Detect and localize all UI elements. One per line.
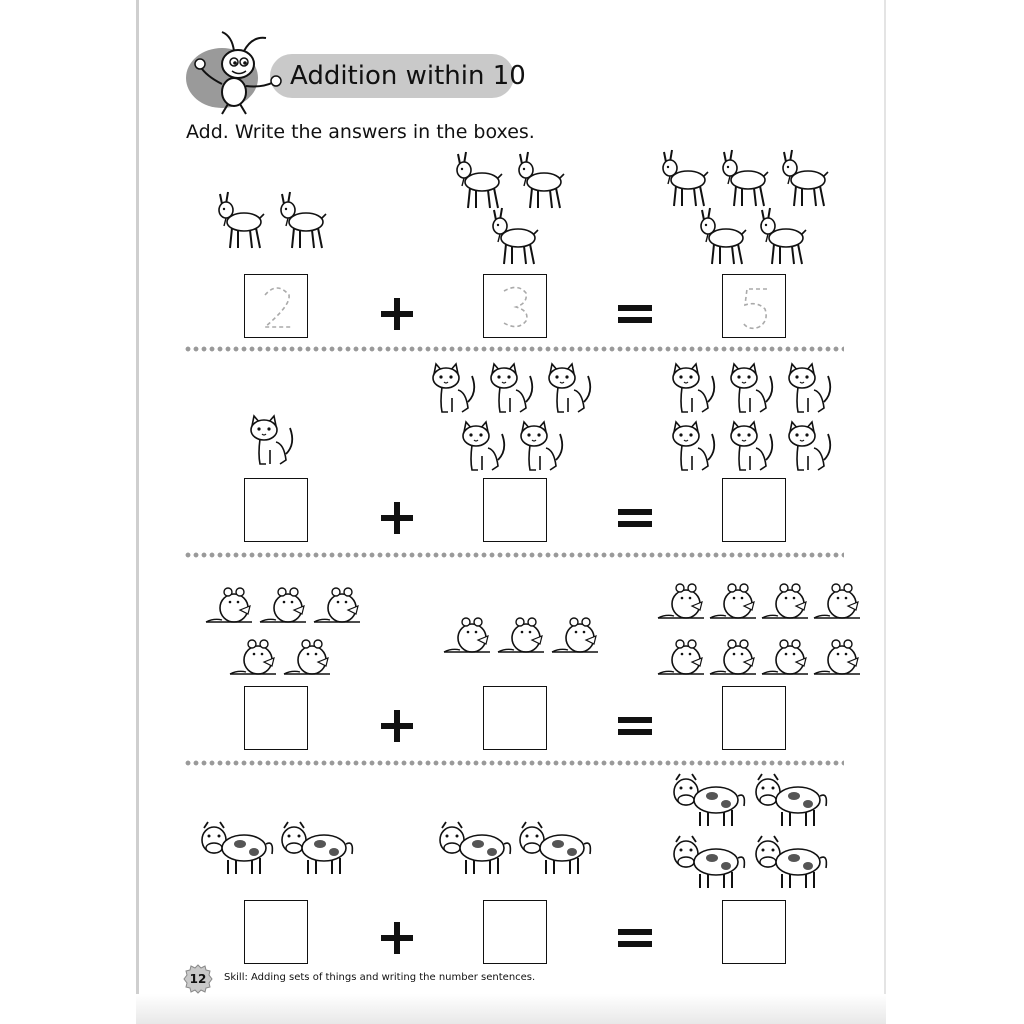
answer-box-2-addend1[interactable] — [244, 478, 308, 542]
traced-digit-2 — [245, 275, 309, 339]
traced-digit-3 — [484, 275, 548, 339]
dotted-divider — [184, 552, 844, 558]
page-edge-right — [884, 0, 886, 1024]
traced-digit-5 — [723, 275, 787, 339]
answer-box-2-addend2[interactable] — [483, 478, 547, 542]
plus-sign — [377, 706, 417, 746]
cow-icon — [670, 770, 748, 830]
page-edge-bottom — [136, 994, 886, 1024]
answer-box-3-addend1[interactable] — [244, 686, 308, 750]
dotted-divider — [184, 760, 844, 766]
cow-icon — [278, 818, 356, 878]
cat-icon — [246, 414, 298, 468]
cat-icon — [668, 420, 720, 474]
cat-icon — [544, 362, 596, 416]
goat-icon — [514, 148, 566, 212]
hamster-icon — [228, 634, 278, 678]
cat-icon — [486, 362, 538, 416]
hamster-icon — [708, 634, 758, 678]
cow-icon — [198, 818, 276, 878]
goat-icon — [696, 204, 748, 268]
answer-box-2-sum[interactable] — [722, 478, 786, 542]
cat-icon — [516, 420, 568, 474]
cat-icon — [458, 420, 510, 474]
hamster-icon — [312, 582, 362, 626]
cow-icon — [752, 770, 830, 830]
hamster-icon — [656, 578, 706, 622]
dotted-divider — [184, 346, 844, 352]
goat-icon — [658, 146, 710, 210]
equals-sign — [615, 294, 655, 334]
goat-icon — [756, 204, 808, 268]
answer-box-1-addend1[interactable] — [244, 274, 308, 338]
hamster-icon — [282, 634, 332, 678]
cow-icon — [436, 818, 514, 878]
plus-sign — [377, 918, 417, 958]
cat-icon — [668, 362, 720, 416]
answer-box-3-addend2[interactable] — [483, 686, 547, 750]
instruction-text: Add. Write the answers in the boxes. — [186, 121, 535, 143]
skill-caption: Skill: Adding sets of things and writing the number sentences. — [224, 972, 536, 983]
hamster-icon — [258, 582, 308, 626]
ant-mascot-icon — [182, 26, 286, 116]
goat-icon — [488, 204, 540, 268]
answer-box-1-sum[interactable] — [722, 274, 786, 338]
equals-sign — [615, 918, 655, 958]
hamster-icon — [204, 582, 254, 626]
page-edge-left — [136, 0, 139, 1024]
hamster-icon — [708, 578, 758, 622]
hamster-icon — [812, 634, 862, 678]
cat-icon — [726, 362, 778, 416]
cow-icon — [670, 832, 748, 892]
equals-sign — [615, 498, 655, 538]
cat-icon — [784, 362, 836, 416]
cow-icon — [516, 818, 594, 878]
answer-box-3-sum[interactable] — [722, 686, 786, 750]
cat-icon — [726, 420, 778, 474]
page-title: Addition within 10 — [290, 61, 526, 91]
cat-icon — [784, 420, 836, 474]
answer-box-4-addend2[interactable] — [483, 900, 547, 964]
page-number: 12 — [189, 972, 207, 986]
goat-icon — [276, 188, 328, 252]
goat-icon — [452, 148, 504, 212]
hamster-icon — [496, 612, 546, 656]
plus-sign — [377, 294, 417, 334]
hamster-icon — [760, 634, 810, 678]
cat-icon — [428, 362, 480, 416]
cow-icon — [752, 832, 830, 892]
hamster-icon — [656, 634, 706, 678]
hamster-icon — [550, 612, 600, 656]
goat-icon — [778, 146, 830, 210]
answer-box-1-addend2[interactable] — [483, 274, 547, 338]
hamster-icon — [812, 578, 862, 622]
goat-icon — [214, 188, 266, 252]
hamster-icon — [442, 612, 492, 656]
equals-sign — [615, 706, 655, 746]
goat-icon — [718, 146, 770, 210]
plus-sign — [377, 498, 417, 538]
answer-box-4-sum[interactable] — [722, 900, 786, 964]
answer-box-4-addend1[interactable] — [244, 900, 308, 964]
hamster-icon — [760, 578, 810, 622]
